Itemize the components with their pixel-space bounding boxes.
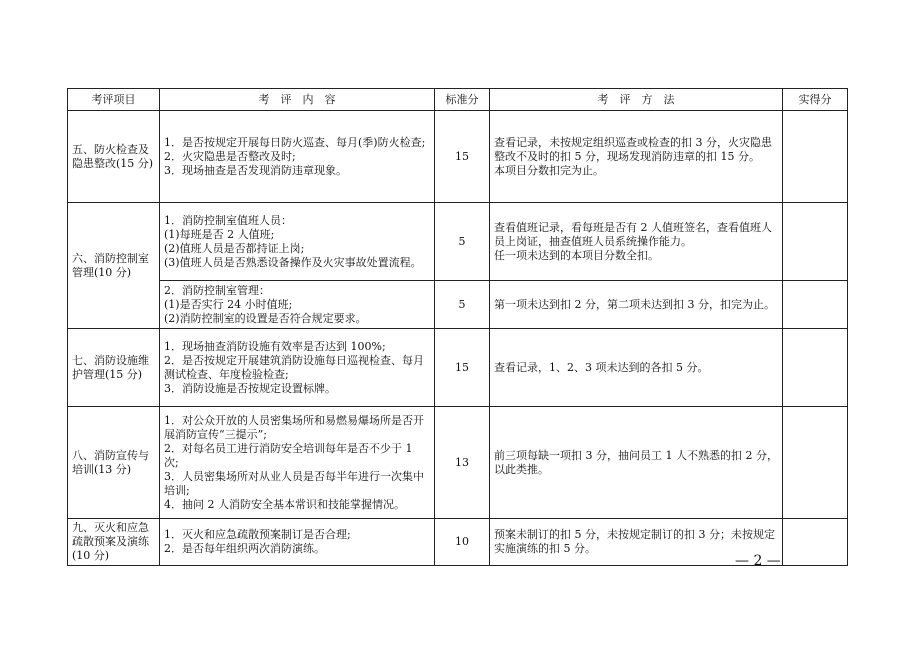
- header-content: 考 评 内 容: [160, 89, 435, 111]
- item-cell: 七、消防设施维护管理(15 分): [68, 329, 160, 407]
- score-cell: 15: [435, 329, 490, 407]
- method-cell: [490, 111, 783, 203]
- table-row: [68, 329, 848, 407]
- content-line: (1)是否实行 24 小时值班;: [164, 297, 293, 311]
- actual-score-cell[interactable]: [783, 329, 848, 407]
- method-line: 任一项未达到的本项目分数全扣。: [494, 248, 659, 262]
- method-line: 查看记录，1、2、3 项未达到的各扣 5 分。: [494, 360, 709, 374]
- item-cell: 八、消防宣传与培训(13 分): [68, 407, 160, 519]
- header-standard: 标准分: [435, 89, 490, 111]
- method-line: 第一项未达到扣 2 分，第二项未达到扣 3 分，扣完为止。: [494, 297, 775, 311]
- assessment-table: [67, 88, 848, 566]
- content-cell: [160, 519, 435, 566]
- method-cell: [490, 203, 783, 281]
- actual-score-cell[interactable]: [783, 203, 848, 281]
- actual-score-cell[interactable]: [783, 519, 848, 566]
- content-line: 3．人员密集场所对从业人员是否每半年进行一次集中培训;: [164, 469, 424, 497]
- header-actual: 实得分: [783, 89, 848, 111]
- method-cell: [490, 407, 783, 519]
- content-line: 1．是否按规定开展每日防火巡查、每月(季)防火检查;: [164, 135, 426, 149]
- score-cell: 10: [435, 519, 490, 566]
- assessment-sheet: [67, 88, 847, 566]
- content-line: (2)值班人员是否都持证上岗;: [164, 241, 305, 255]
- method-line: 查看记录，未按规定组织巡查或检查的扣 3 分，火灾隐患整改不及时的扣 5 分，现场发现消防违章的扣 15 分。: [494, 135, 772, 163]
- score-cell: 15: [435, 111, 490, 203]
- content-line: 3．现场抽查是否发现消防违章现象。: [164, 163, 347, 177]
- content-cell: [160, 281, 435, 329]
- item-cell: 九、灭火和应急疏散预案及演练(10 分): [68, 519, 160, 566]
- method-line: 本项目分数扣完为止。: [494, 163, 604, 177]
- method-line: 查看值班记录，看每班是否有 2 人值班签名，查看值班人员上岗证，抽查值班人员系统操作能力。: [494, 220, 772, 248]
- content-line: (2)消防控制室的设置是否符合规定要求。: [164, 311, 367, 325]
- header-item: 考评项目: [68, 89, 160, 111]
- score-cell: 13: [435, 407, 490, 519]
- content-cell: [160, 407, 435, 519]
- method-cell: [490, 281, 783, 329]
- table-header-row: [68, 89, 848, 111]
- content-line: 4．抽问 2 人消防安全基本常识和技能掌握情况。: [164, 497, 405, 511]
- method-line: 前三项每缺一项扣 3 分，抽问员工 1 人不熟悉的扣 2 分，以此类推。: [494, 448, 778, 476]
- content-line: (1)每班是否 2 人值班;: [164, 227, 275, 241]
- actual-score-cell[interactable]: [783, 111, 848, 203]
- content-line: 1．现场抽查消防设施有效率是否达到 100%;: [164, 339, 386, 353]
- item-cell: 五、防火检查及隐患整改(15 分): [68, 111, 160, 203]
- method-cell: [490, 329, 783, 407]
- page-number: — 2 —: [735, 553, 781, 569]
- content-line: 2．是否每年组织两次消防演练。: [164, 542, 325, 555]
- content-cell: [160, 203, 435, 281]
- actual-score-cell[interactable]: [783, 407, 848, 519]
- content-line: 1．消防控制室值班人员：: [164, 213, 292, 227]
- content-line: 1．对公众开放的人员密集场所和易燃易爆场所是否开展消防宣传“三提示”;: [164, 413, 424, 441]
- content-line: 2．是否按规定开展建筑消防设施每日巡视检查、每月测试检查、年度检验检查;: [164, 353, 424, 381]
- table-row: [68, 519, 848, 566]
- score-cell: 5: [435, 281, 490, 329]
- actual-score-cell[interactable]: [783, 281, 848, 329]
- content-line: 1．灭火和应急疏散预案制订是否合理;: [164, 528, 351, 541]
- table-row: [68, 407, 848, 519]
- content-line: 2．火灾隐患是否整改及时;: [164, 149, 296, 163]
- content-line: 2．对每名员工进行消防安全培训每年是否不少于 1 次;: [164, 441, 413, 469]
- table-row: [68, 281, 848, 329]
- score-cell: 5: [435, 203, 490, 281]
- table-row: [68, 203, 848, 281]
- item-cell: 六、消防控制室管理(10 分): [68, 203, 160, 329]
- table-row: [68, 111, 848, 203]
- content-line: (3)值班人员是否熟悉设备操作及火灾事故处置流程。: [164, 255, 422, 269]
- content-cell: [160, 329, 435, 407]
- content-cell: [160, 111, 435, 203]
- header-method: 考 评 方 法: [490, 89, 783, 111]
- content-line: 2．消防控制室管理：: [164, 283, 270, 297]
- method-line: 预案未制订的扣 5 分，未按规定制订的扣 3 分；未按规定实施演练的扣 5 分。: [494, 528, 775, 555]
- content-line: 3．消防设施是否按规定设置标牌。: [164, 381, 336, 395]
